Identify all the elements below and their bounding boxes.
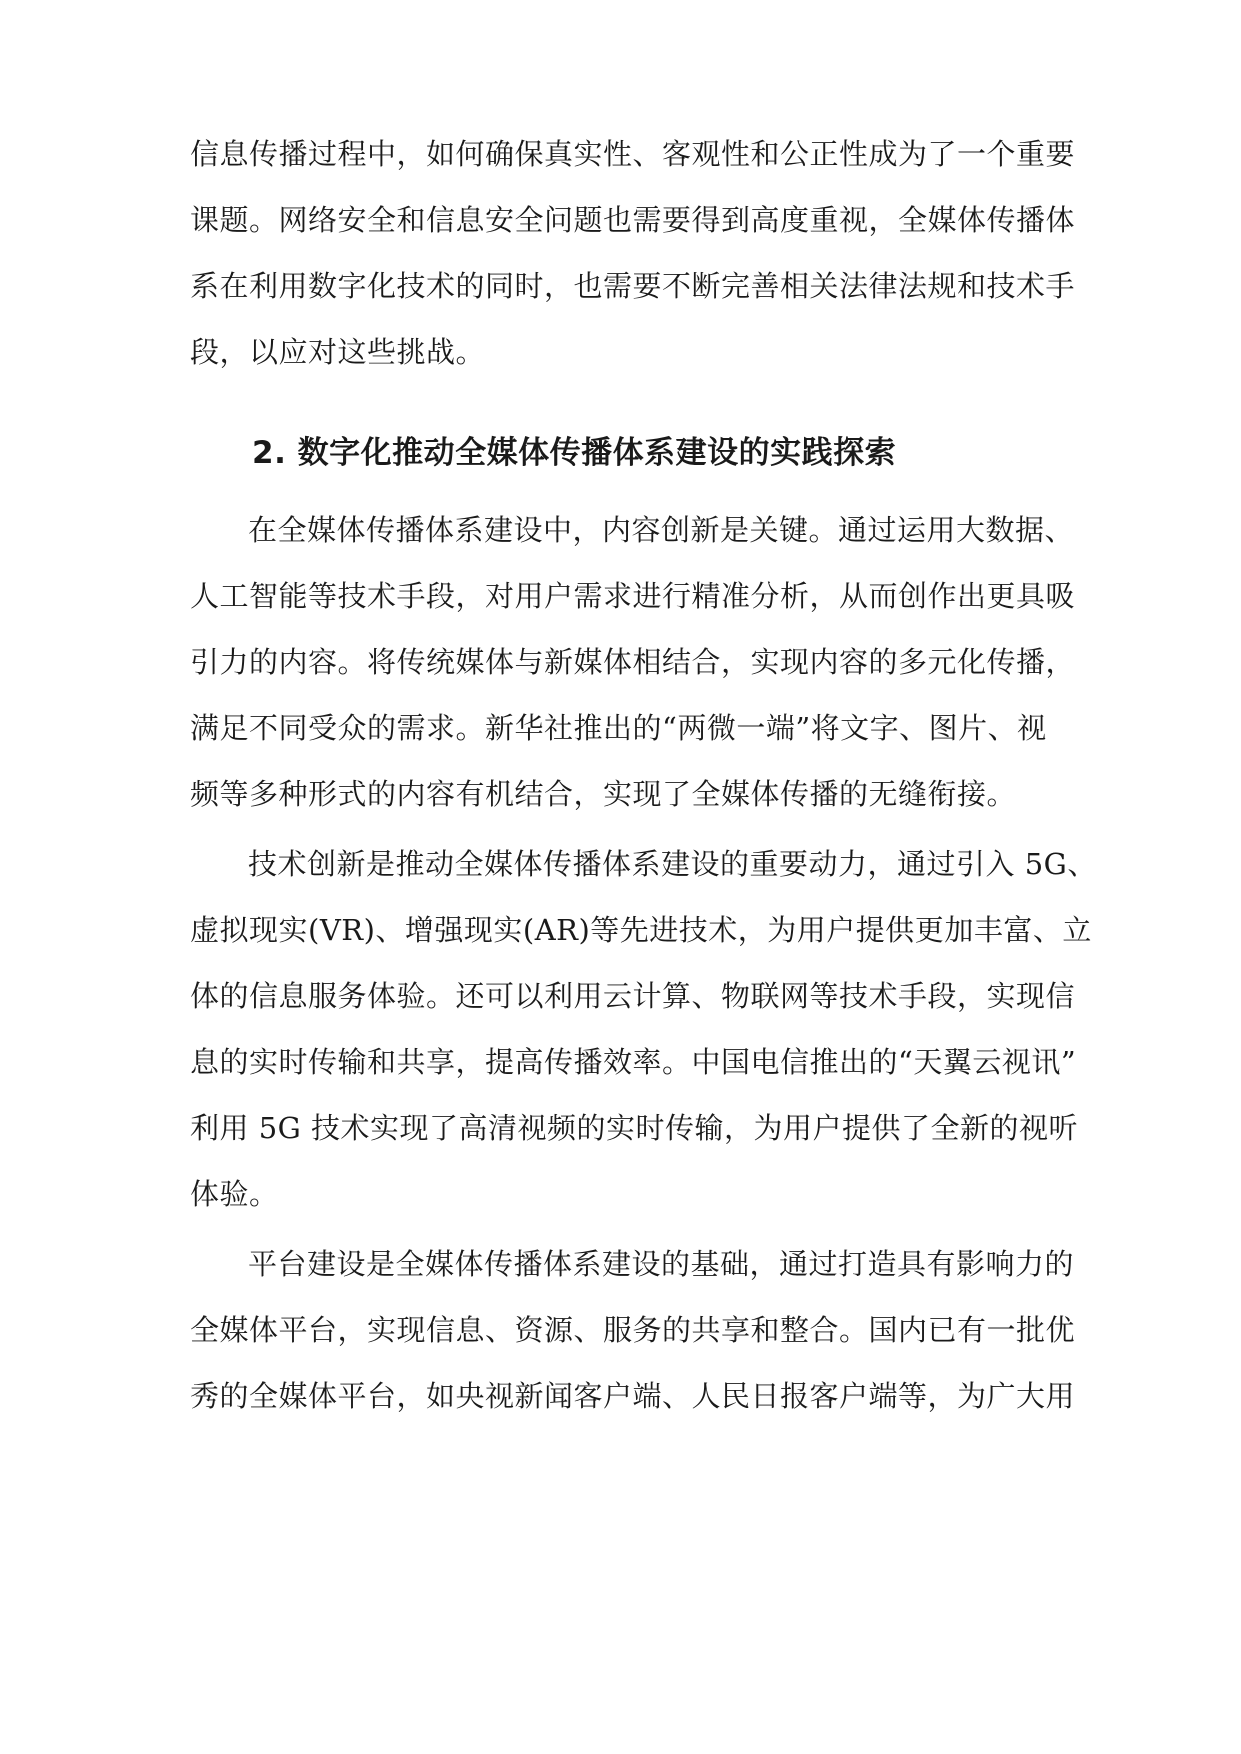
- paragraph-line: 虚拟现实(VR)、增强现实(AR)等先进技术，为用户提供更加丰富、立: [190, 913, 1092, 947]
- paragraph-line: 体验。: [190, 1177, 279, 1211]
- paragraph-line: 平台建设是全媒体传播体系建设的基础，通过打造具有影响力的: [248, 1247, 1075, 1281]
- paragraph-line: 全媒体平台，实现信息、资源、服务的共享和整合。国内已有一批优: [190, 1313, 1076, 1347]
- paragraph-line: 体的信息服务体验。还可以利用云计算、物联网等技术手段，实现信: [190, 979, 1076, 1013]
- intro-line: 课题。网络安全和信息安全问题也需要得到高度重视，全媒体传播体: [190, 203, 1076, 237]
- paragraph-line: 满足不同受众的需求。新华社推出的“两微一端”将文字、图片、视: [190, 711, 1047, 745]
- paragraph-line: 息的实时传输和共享，提高传播效率。中国电信推出的“天翼云视讯”: [190, 1045, 1077, 1079]
- intro-line: 系在利用数字化技术的同时，也需要不断完善相关法律法规和技术手: [190, 269, 1076, 303]
- paragraph-line: 利用 5G 技术实现了高清视频的实时传输，为用户提供了全新的视听: [190, 1111, 1079, 1145]
- paragraph-line: 人工智能等技术手段，对用户需求进行精准分析，从而创作出更具吸: [190, 579, 1076, 613]
- intro-line: 段，以应对这些挑战。: [190, 335, 486, 369]
- paragraph-line: 技术创新是推动全媒体传播体系建设的重要动力，通过引入 5G、: [248, 847, 1097, 881]
- paragraph-line: 引力的内容。将传统媒体与新媒体相结合，实现内容的多元化传播，: [190, 645, 1076, 679]
- paragraph-line: 秀的全媒体平台，如央视新闻客户端、人民日报客户端等，为广大用: [190, 1379, 1076, 1413]
- paragraph-line: 频等多种形式的内容有机结合，实现了全媒体传播的无缝衔接。: [190, 777, 1017, 811]
- paragraph-line: 在全媒体传播体系建设中，内容创新是关键。通过运用大数据、: [248, 513, 1075, 547]
- section-heading: 2. 数字化推动全媒体传播体系建设的实践探索: [252, 435, 897, 471]
- intro-line: 信息传播过程中，如何确保真实性、客观性和公正性成为了一个重要: [190, 137, 1076, 171]
